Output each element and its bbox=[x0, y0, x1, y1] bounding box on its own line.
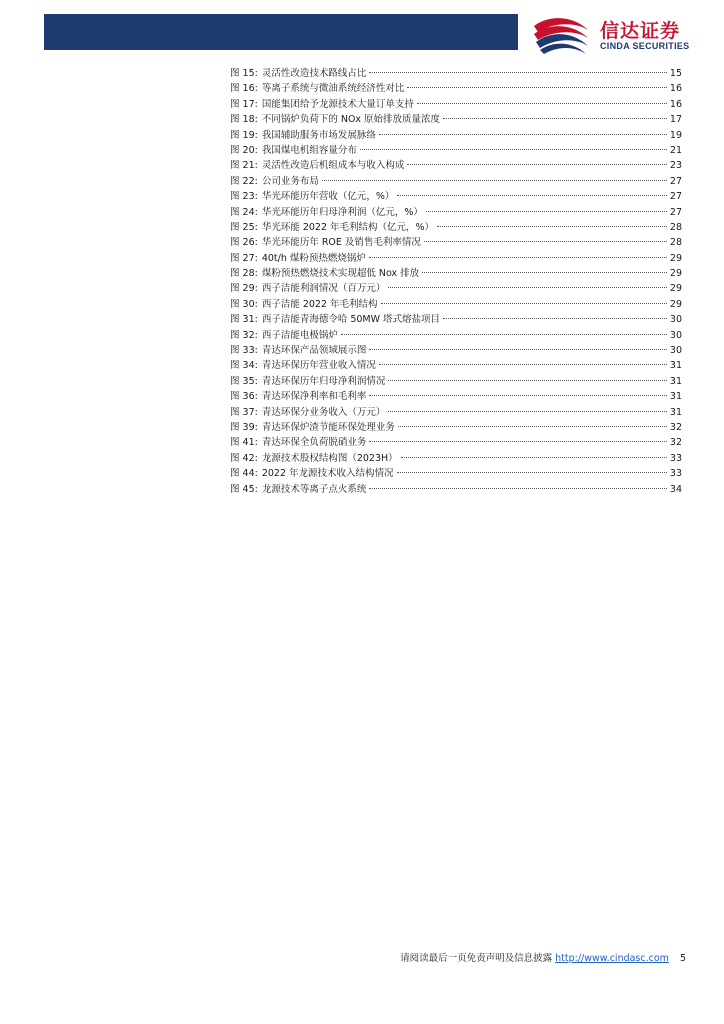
figure-label: 图 39: bbox=[230, 421, 258, 433]
dot-leader bbox=[322, 180, 667, 181]
toc-entry[interactable] bbox=[230, 343, 682, 358]
figure-page-number: 31 bbox=[669, 391, 682, 403]
footer-disclaimer: 请阅读最后一页免责声明及信息披露 bbox=[400, 953, 553, 964]
dot-leader bbox=[397, 472, 667, 473]
figure-label: 图 32: bbox=[230, 329, 258, 341]
figure-title[interactable]: 2022 年龙源技术收入结构情况 bbox=[261, 468, 394, 480]
figure-title[interactable]: 40t/h 煤粉预热燃烧锅炉 bbox=[261, 252, 366, 264]
figure-label: 图 28: bbox=[230, 268, 258, 280]
toc-entry[interactable] bbox=[230, 482, 682, 497]
dot-leader bbox=[388, 411, 667, 412]
figure-title[interactable]: 青达环保分业务收入（万元） bbox=[261, 406, 386, 418]
dot-leader bbox=[360, 149, 667, 150]
dot-leader bbox=[437, 226, 667, 227]
figure-page-number: 29 bbox=[669, 268, 682, 280]
toc-entry[interactable] bbox=[230, 220, 682, 235]
figure-label: 图 19: bbox=[230, 129, 258, 141]
figure-page-number: 16 bbox=[669, 98, 682, 110]
figure-label: 图 24: bbox=[230, 206, 258, 218]
figure-label: 图 17: bbox=[230, 98, 258, 110]
figure-page-number: 21 bbox=[669, 144, 682, 156]
figure-page-number: 32 bbox=[669, 437, 682, 449]
toc-entry[interactable] bbox=[230, 189, 682, 204]
toc-entry[interactable] bbox=[230, 174, 682, 189]
dot-leader bbox=[443, 318, 667, 319]
brand-name-en: CINDA SECURITIES bbox=[600, 41, 690, 51]
figure-label: 图 27: bbox=[230, 252, 258, 264]
dot-leader bbox=[397, 195, 667, 196]
toc-entry[interactable] bbox=[230, 251, 682, 266]
figure-page-number: 33 bbox=[669, 452, 682, 464]
figure-title[interactable]: 煤粉预热燃烧技术实现超低 Nox 排放 bbox=[261, 268, 420, 280]
figure-label: 图 23: bbox=[230, 191, 258, 203]
figure-label: 图 37: bbox=[230, 406, 258, 418]
figure-page-number: 31 bbox=[669, 360, 682, 372]
figure-label: 图 41: bbox=[230, 437, 258, 449]
figure-label: 图 26: bbox=[230, 237, 258, 249]
figure-title[interactable]: 等离子系统与微油系统经济性对比 bbox=[261, 83, 405, 95]
figure-page-number: 33 bbox=[669, 468, 682, 480]
figure-label: 图 42: bbox=[230, 452, 258, 464]
figure-title[interactable]: 我国煤电机组容量分布 bbox=[261, 144, 357, 156]
footer-url-link[interactable]: http://www.cindasc.com bbox=[555, 953, 669, 964]
figure-title[interactable]: 灵活性改造技术路线占比 bbox=[261, 68, 367, 79]
figure-label: 图 22: bbox=[230, 175, 258, 187]
dot-leader bbox=[369, 441, 667, 442]
figure-title[interactable]: 华光环能历年营收（亿元，%） bbox=[261, 191, 395, 203]
toc-entry[interactable] bbox=[230, 374, 682, 389]
figure-title[interactable]: 不同锅炉负荷下的 NOx 原始排放质量浓度 bbox=[261, 114, 441, 126]
figure-page-number: 29 bbox=[669, 283, 682, 295]
figure-page-number: 19 bbox=[669, 129, 682, 141]
dot-leader bbox=[443, 118, 667, 119]
toc-entry[interactable] bbox=[230, 451, 682, 466]
figure-title[interactable]: 公司业务布局 bbox=[261, 175, 319, 187]
figure-page-number: 16 bbox=[669, 83, 682, 95]
dot-leader bbox=[407, 164, 667, 165]
figure-label: 图 35: bbox=[230, 375, 258, 387]
figure-title[interactable]: 国能集团给予龙源技术大量订单支持 bbox=[261, 98, 414, 110]
figure-title[interactable]: 青达环保历年归母净利润情况 bbox=[261, 375, 386, 387]
figure-page-number: 32 bbox=[669, 421, 682, 433]
figure-page-number: 30 bbox=[669, 345, 682, 357]
figure-title[interactable]: 华光环能历年归母净利润（亿元，%） bbox=[261, 206, 423, 218]
figure-index bbox=[230, 66, 682, 497]
toc-entry[interactable] bbox=[230, 266, 682, 281]
page-number: 5 bbox=[679, 953, 686, 964]
toc-entry[interactable] bbox=[230, 205, 682, 220]
dot-leader bbox=[369, 257, 667, 258]
dot-leader bbox=[379, 134, 667, 135]
figure-label: 图 21: bbox=[230, 160, 258, 172]
figure-page-number: 29 bbox=[669, 298, 682, 310]
dot-leader bbox=[388, 380, 667, 381]
figure-label: 图 31: bbox=[230, 314, 258, 326]
toc-entry[interactable] bbox=[230, 405, 682, 420]
figure-title[interactable]: 华光环能 2022 年毛利结构（亿元，%） bbox=[261, 221, 435, 233]
toc-entry[interactable] bbox=[230, 66, 682, 81]
figure-label: 图 29: bbox=[230, 283, 258, 295]
figure-title[interactable]: 龙源技术等离子点火系统 bbox=[261, 483, 367, 495]
toc-entry[interactable] bbox=[230, 358, 682, 373]
toc-entry[interactable] bbox=[230, 281, 682, 296]
figure-title[interactable]: 灵活性改造后机组成本与收入构成 bbox=[261, 160, 405, 172]
figure-page-number: 31 bbox=[669, 406, 682, 418]
toc-entry[interactable] bbox=[230, 128, 682, 143]
dot-leader bbox=[422, 272, 667, 273]
figure-title[interactable]: 西子洁能 2022 年毛利结构 bbox=[261, 298, 378, 310]
figure-page-number: 30 bbox=[669, 314, 682, 326]
figure-page-number: 34 bbox=[669, 483, 682, 495]
figure-page-number: 28 bbox=[669, 237, 682, 249]
figure-label: 图 20: bbox=[230, 144, 258, 156]
dot-leader bbox=[388, 287, 667, 288]
toc-entry[interactable] bbox=[230, 435, 682, 450]
toc-entry[interactable] bbox=[230, 328, 682, 343]
header-bar bbox=[44, 14, 518, 50]
toc-entry[interactable] bbox=[230, 81, 682, 96]
figure-label: 图 44: bbox=[230, 468, 258, 480]
figure-page-number: 23 bbox=[669, 160, 682, 172]
figure-title[interactable]: 西子洁能青海德令哈 50MW 塔式熔盐项目 bbox=[261, 314, 441, 326]
dot-leader bbox=[369, 349, 667, 350]
toc-entry[interactable] bbox=[230, 389, 682, 404]
figure-title[interactable]: 华光环能历年 ROE 及销售毛利率情况 bbox=[261, 237, 421, 249]
dot-leader bbox=[369, 72, 667, 73]
figure-title[interactable]: 西子洁能利润情况（百万元） bbox=[261, 283, 386, 295]
figure-label: 图 34: bbox=[230, 360, 258, 372]
toc-entry[interactable] bbox=[230, 143, 682, 158]
toc-entry[interactable] bbox=[230, 466, 682, 481]
toc-entry[interactable] bbox=[230, 112, 682, 127]
toc-entry[interactable] bbox=[230, 97, 682, 112]
dot-leader bbox=[379, 364, 667, 365]
figure-page-number: 27 bbox=[669, 191, 682, 203]
figure-title[interactable]: 青达环保净利率和毛利率 bbox=[261, 391, 367, 403]
dot-leader bbox=[424, 241, 667, 242]
figure-title[interactable]: 西子洁能电极锅炉 bbox=[261, 329, 338, 341]
figure-page-number: 28 bbox=[669, 221, 682, 233]
cinda-logo bbox=[530, 12, 710, 56]
toc-entry[interactable] bbox=[230, 420, 682, 435]
dot-leader bbox=[417, 103, 667, 104]
brand-name-cn: 信达证券 bbox=[600, 20, 681, 42]
figure-label: 图 30: bbox=[230, 298, 258, 310]
figure-page-number: 30 bbox=[669, 329, 682, 341]
figure-title[interactable]: 龙源技术股权结构图（2023H） bbox=[261, 452, 398, 464]
figure-title[interactable]: 我国辅助服务市场发展脉络 bbox=[261, 129, 376, 141]
figure-title[interactable]: 青达环保全负荷脱硝业务 bbox=[261, 437, 367, 449]
toc-entry[interactable] bbox=[230, 235, 682, 250]
dot-leader bbox=[426, 211, 667, 212]
dot-leader bbox=[369, 488, 667, 489]
figure-label: 图 25: bbox=[230, 221, 258, 233]
cinda-logo-icon bbox=[530, 12, 592, 56]
dot-leader bbox=[369, 395, 667, 396]
figure-label: 图 15: bbox=[230, 68, 258, 79]
figure-label: 图 36: bbox=[230, 391, 258, 403]
toc-entry[interactable] bbox=[230, 312, 682, 327]
figure-page-number: 27 bbox=[669, 206, 682, 218]
dot-leader bbox=[401, 457, 667, 458]
figure-label: 图 16: bbox=[230, 83, 258, 95]
figure-page-number: 15 bbox=[669, 68, 682, 79]
dot-leader bbox=[381, 303, 667, 304]
dot-leader bbox=[407, 87, 667, 88]
figure-title[interactable]: 青达环保产品领域展示图 bbox=[261, 345, 367, 357]
figure-title[interactable]: 青达环保历年营业收入情况 bbox=[261, 360, 376, 372]
figure-title[interactable]: 青达环保炉渣节能环保处理业务 bbox=[261, 421, 395, 433]
figure-label: 图 18: bbox=[230, 114, 258, 126]
figure-page-number: 27 bbox=[669, 175, 682, 187]
figure-page-number: 29 bbox=[669, 252, 682, 264]
dot-leader bbox=[398, 426, 667, 427]
toc-entry[interactable] bbox=[230, 158, 682, 173]
toc-entry[interactable] bbox=[230, 297, 682, 312]
figure-label: 图 45: bbox=[230, 483, 258, 495]
figure-page-number: 17 bbox=[669, 114, 682, 126]
page-footer bbox=[400, 950, 686, 964]
figure-label: 图 33: bbox=[230, 345, 258, 357]
figure-page-number: 31 bbox=[669, 375, 682, 387]
dot-leader bbox=[341, 334, 667, 335]
